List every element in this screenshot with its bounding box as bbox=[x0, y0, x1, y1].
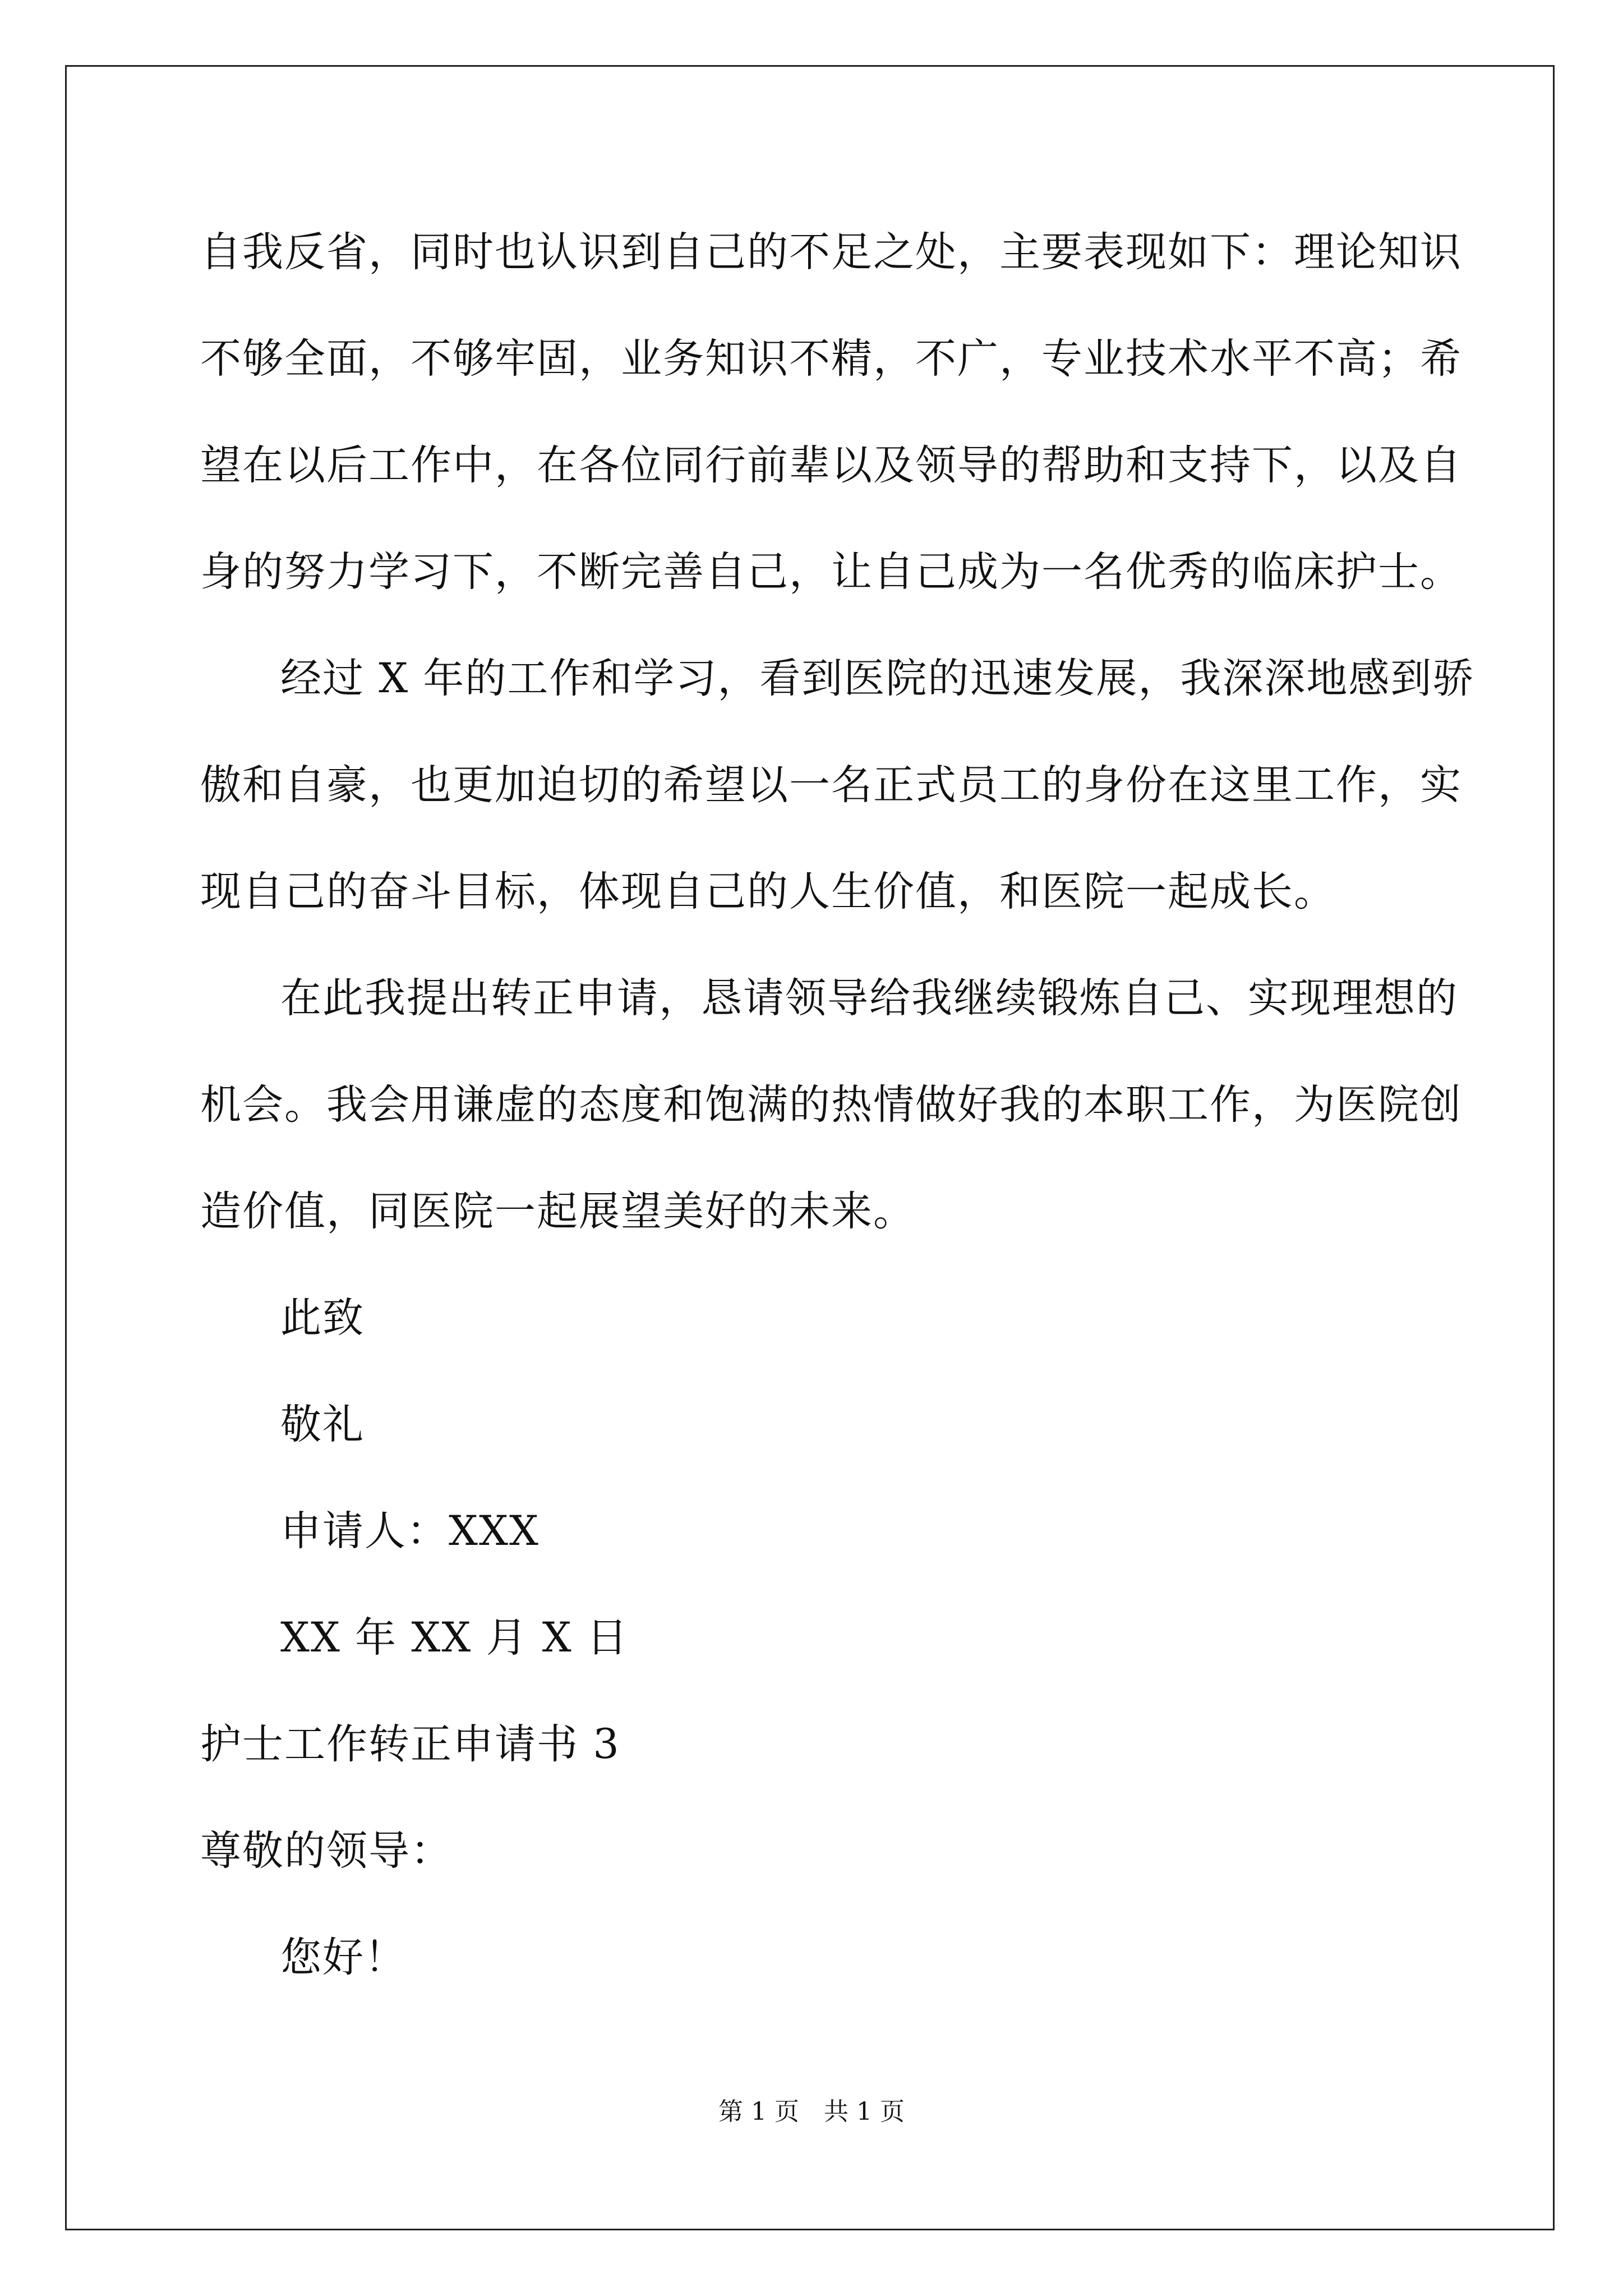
paragraph-line: 现自己的奋斗目标，体现自己的人生价值，和医院一起成长。 bbox=[200, 868, 1336, 915]
paragraph-line: 傲和自豪，也更加迫切的希望以一名正式员工的身份在这里工作，实 bbox=[200, 761, 1462, 809]
paragraph-line: 不够全面，不够牢固，业务知识不精，不广，专业技术水平不高；希 bbox=[200, 335, 1462, 383]
applicant-signature: 申请人：XXX bbox=[280, 1507, 540, 1555]
page-footer: 第 1 页 共 1 页 bbox=[718, 2097, 905, 2126]
greeting-hello: 您好！ bbox=[280, 1934, 407, 1981]
page-border bbox=[65, 65, 1555, 2230]
paragraph-line: 自我反省，同时也认识到自己的不足之处，主要表现如下：理论知识 bbox=[200, 228, 1462, 276]
paragraph-line: 在此我提出转正申请，恳请领导给我继续锻炼自己、实现理想的 bbox=[280, 974, 1458, 1022]
closing-salutation: 此致 bbox=[280, 1294, 365, 1342]
paragraph-line: 机会。我会用谦虚的态度和饱满的热情做好我的本职工作，为医院创 bbox=[200, 1081, 1462, 1129]
greeting-line: 尊敬的领导： bbox=[200, 1827, 453, 1875]
paragraph-line: 经过 X 年的工作和学习，看到医院的迅速发展，我深深地感到骄 bbox=[280, 655, 1475, 702]
date-line: XX 年 XX 月 X 日 bbox=[280, 1614, 629, 1662]
section-title: 护士工作转正申请书 3 bbox=[200, 1720, 620, 1768]
paragraph-line: 身的努力学习下，不断完善自己，让自己成为一名优秀的临床护士。 bbox=[200, 548, 1462, 596]
paragraph-line: 造价值，同医院一起展望美好的未来。 bbox=[200, 1188, 915, 1235]
paragraph-line: 望在以后工作中，在各位同行前辈以及领导的帮助和支持下，以及自 bbox=[200, 441, 1462, 489]
closing-regards: 敬礼 bbox=[280, 1401, 365, 1448]
